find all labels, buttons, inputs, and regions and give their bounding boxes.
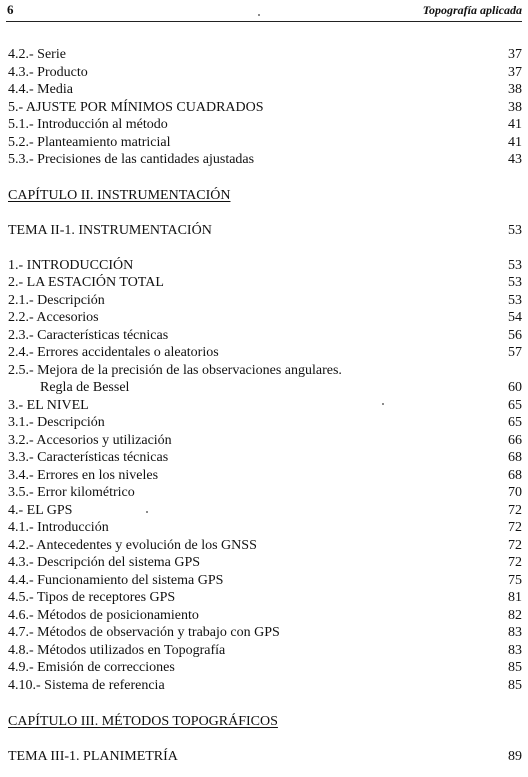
toc-entry xyxy=(8,81,522,98)
toc-entry-text: 4.- EL GPS xyxy=(8,503,73,518)
toc-entry xyxy=(8,64,522,81)
toc-entry xyxy=(8,519,522,536)
toc-entry-page: 85 xyxy=(508,660,522,675)
toc-entry-page: 68 xyxy=(508,450,522,465)
toc-entry-text: 4.3.- Descripción del sistema GPS xyxy=(8,555,201,570)
toc-entry-text: 3.3.- Características técnicas xyxy=(8,450,169,465)
toc-entry-page: 53 xyxy=(508,223,522,238)
toc-entry-page: 81 xyxy=(508,590,522,605)
chapter-heading-text: CAPÍTULO III. MÉTODOS TOPOGRÁFICOS xyxy=(8,714,278,729)
toc-entry-page: 65 xyxy=(508,398,522,413)
toc-entry xyxy=(8,554,522,571)
toc-entry-text: 3.4.- Errores en los niveles xyxy=(8,468,159,483)
toc-entry-text: 4.10.- Sistema de referencia xyxy=(8,678,165,693)
toc-entry xyxy=(8,99,522,116)
toc-entry-text: 3.5.- Error kilométrico xyxy=(8,485,135,500)
toc-entry xyxy=(8,607,522,624)
toc-entry-text: 1.- INTRODUCCIÓN xyxy=(8,258,134,273)
toc-entry-page: 66 xyxy=(508,433,522,448)
toc-entry xyxy=(8,257,522,274)
toc-entry-text: TEMA III-1. PLANIMETRÍA xyxy=(8,749,178,764)
toc-entry-page: 75 xyxy=(508,573,522,588)
toc-entry xyxy=(8,327,522,344)
toc-entry-text: 5.3.- Precisiones de las cantidades ajustadas xyxy=(8,152,255,167)
running-title: Topografía aplicada xyxy=(422,3,522,17)
page-header xyxy=(0,0,528,22)
toc-entry xyxy=(8,344,522,361)
toc-entry-text: 4.2.- Serie xyxy=(8,47,66,62)
toc-entry xyxy=(8,151,522,168)
toc-entry xyxy=(8,467,522,484)
toc-entry-text: Regla de Bessel xyxy=(40,380,130,395)
toc-entry-text: 4.8.- Métodos utilizados en Topografía xyxy=(8,643,226,658)
toc-entry xyxy=(8,502,522,519)
toc-entry xyxy=(8,432,522,449)
toc-entry-page: 38 xyxy=(508,100,522,115)
toc-entry xyxy=(8,484,522,501)
toc-entry xyxy=(8,659,522,676)
toc-entry xyxy=(8,362,522,379)
chapter-heading xyxy=(8,187,522,204)
toc-entry xyxy=(8,449,522,466)
toc-entry-text: 4.3.- Producto xyxy=(8,65,88,80)
toc-entry-text: 4.1.- Introducción xyxy=(8,520,109,535)
toc-entry-text: 3.1.- Descripción xyxy=(8,415,105,430)
scan-speck xyxy=(382,403,384,405)
toc-entry xyxy=(8,572,522,589)
toc-entry xyxy=(8,46,522,63)
toc-entry-page: 85 xyxy=(508,678,522,693)
toc-entry-page: 57 xyxy=(508,345,522,360)
toc-entry-text: 4.5.- Tipos de receptores GPS xyxy=(8,590,176,605)
toc-entry-text: 2.1.- Descripción xyxy=(8,293,105,308)
toc-entry-page: 38 xyxy=(508,82,522,97)
toc-entry xyxy=(8,309,522,326)
toc-entry-page: 82 xyxy=(508,608,522,623)
toc-entry-page: 37 xyxy=(508,65,522,80)
toc-entry-text: 2.5.- Mejora de la precisión de las observaciones angulares. xyxy=(8,363,342,378)
toc-entry xyxy=(8,624,522,641)
toc-entry xyxy=(8,414,522,431)
scan-speck xyxy=(146,511,148,513)
theme-heading xyxy=(8,748,522,765)
toc-entry-text: 5.- AJUSTE POR MÍNIMOS CUADRADOS xyxy=(8,100,264,115)
toc-entry-text: 4.4.- Media xyxy=(8,82,73,97)
toc-entry-text: 4.7.- Métodos de observación y trabajo con GPS xyxy=(8,625,280,640)
toc-entry-page: 83 xyxy=(508,643,522,658)
toc-entry-text: 3.- EL NIVEL xyxy=(8,398,89,413)
scan-speck xyxy=(258,14,260,16)
toc-entry xyxy=(8,274,522,291)
toc-entry xyxy=(8,589,522,606)
toc-entry-page: 83 xyxy=(508,625,522,640)
toc-entry-text: 2.4.- Errores accidentales o aleatorios xyxy=(8,345,219,360)
toc-entry-page: 70 xyxy=(508,485,522,500)
toc-entry-text: 2.3.- Características técnicas xyxy=(8,328,169,343)
toc-entry-text: TEMA II-1. INSTRUMENTACIÓN xyxy=(8,223,212,238)
toc-entry-page: 53 xyxy=(508,293,522,308)
toc-entry-page: 72 xyxy=(508,503,522,518)
chapter-heading xyxy=(8,713,522,730)
toc-entry-page: 72 xyxy=(508,555,522,570)
toc-entry-text: 5.2.- Planteamiento matricial xyxy=(8,135,171,150)
header-rule xyxy=(6,21,522,22)
toc-entry-page: 72 xyxy=(508,520,522,535)
toc-entry-page: 41 xyxy=(508,135,522,150)
toc-entry-page: 60 xyxy=(508,380,522,395)
toc-entry-page: 53 xyxy=(508,258,522,273)
toc-entry-text: 2.- LA ESTACIÓN TOTAL xyxy=(8,275,164,290)
toc-entry xyxy=(8,379,522,396)
toc-entry-text: 3.2.- Accesorios y utilización xyxy=(8,433,172,448)
toc-entry-page: 53 xyxy=(508,275,522,290)
toc-entry-text: 4.2.- Antecedentes y evolución de los GNSS xyxy=(8,538,257,553)
toc-entry xyxy=(8,116,522,133)
toc-entry-page: 37 xyxy=(508,47,522,62)
toc-entry xyxy=(8,677,522,694)
toc-entry xyxy=(8,292,522,309)
chapter-heading-text: CAPÍTULO II. INSTRUMENTACIÓN xyxy=(8,188,231,203)
toc-entry-page: 56 xyxy=(508,328,522,343)
toc-entry-page: 41 xyxy=(508,117,522,132)
toc-entry-page: 72 xyxy=(508,538,522,553)
toc-entry-text: 4.9.- Emisión de correcciones xyxy=(8,660,175,675)
toc-entry xyxy=(8,134,522,151)
page-number: 6 xyxy=(7,2,14,17)
toc-entry-text: 4.4.- Funcionamiento del sistema GPS xyxy=(8,573,224,588)
toc-entry-page: 65 xyxy=(508,415,522,430)
toc-entry-page: 89 xyxy=(508,749,522,764)
theme-heading xyxy=(8,222,522,239)
toc-entry-text: 2.2.- Accesorios xyxy=(8,310,99,325)
toc-entry xyxy=(8,642,522,659)
toc-entry xyxy=(8,537,522,554)
toc-entry-text: 4.6.- Métodos de posicionamiento xyxy=(8,608,199,623)
toc-entry-text: 5.1.- Introducción al método xyxy=(8,117,168,132)
toc-entry-page: 68 xyxy=(508,468,522,483)
toc-entry-page: 43 xyxy=(508,152,522,167)
toc-entry xyxy=(8,397,522,414)
toc-entry-page: 54 xyxy=(508,310,522,325)
